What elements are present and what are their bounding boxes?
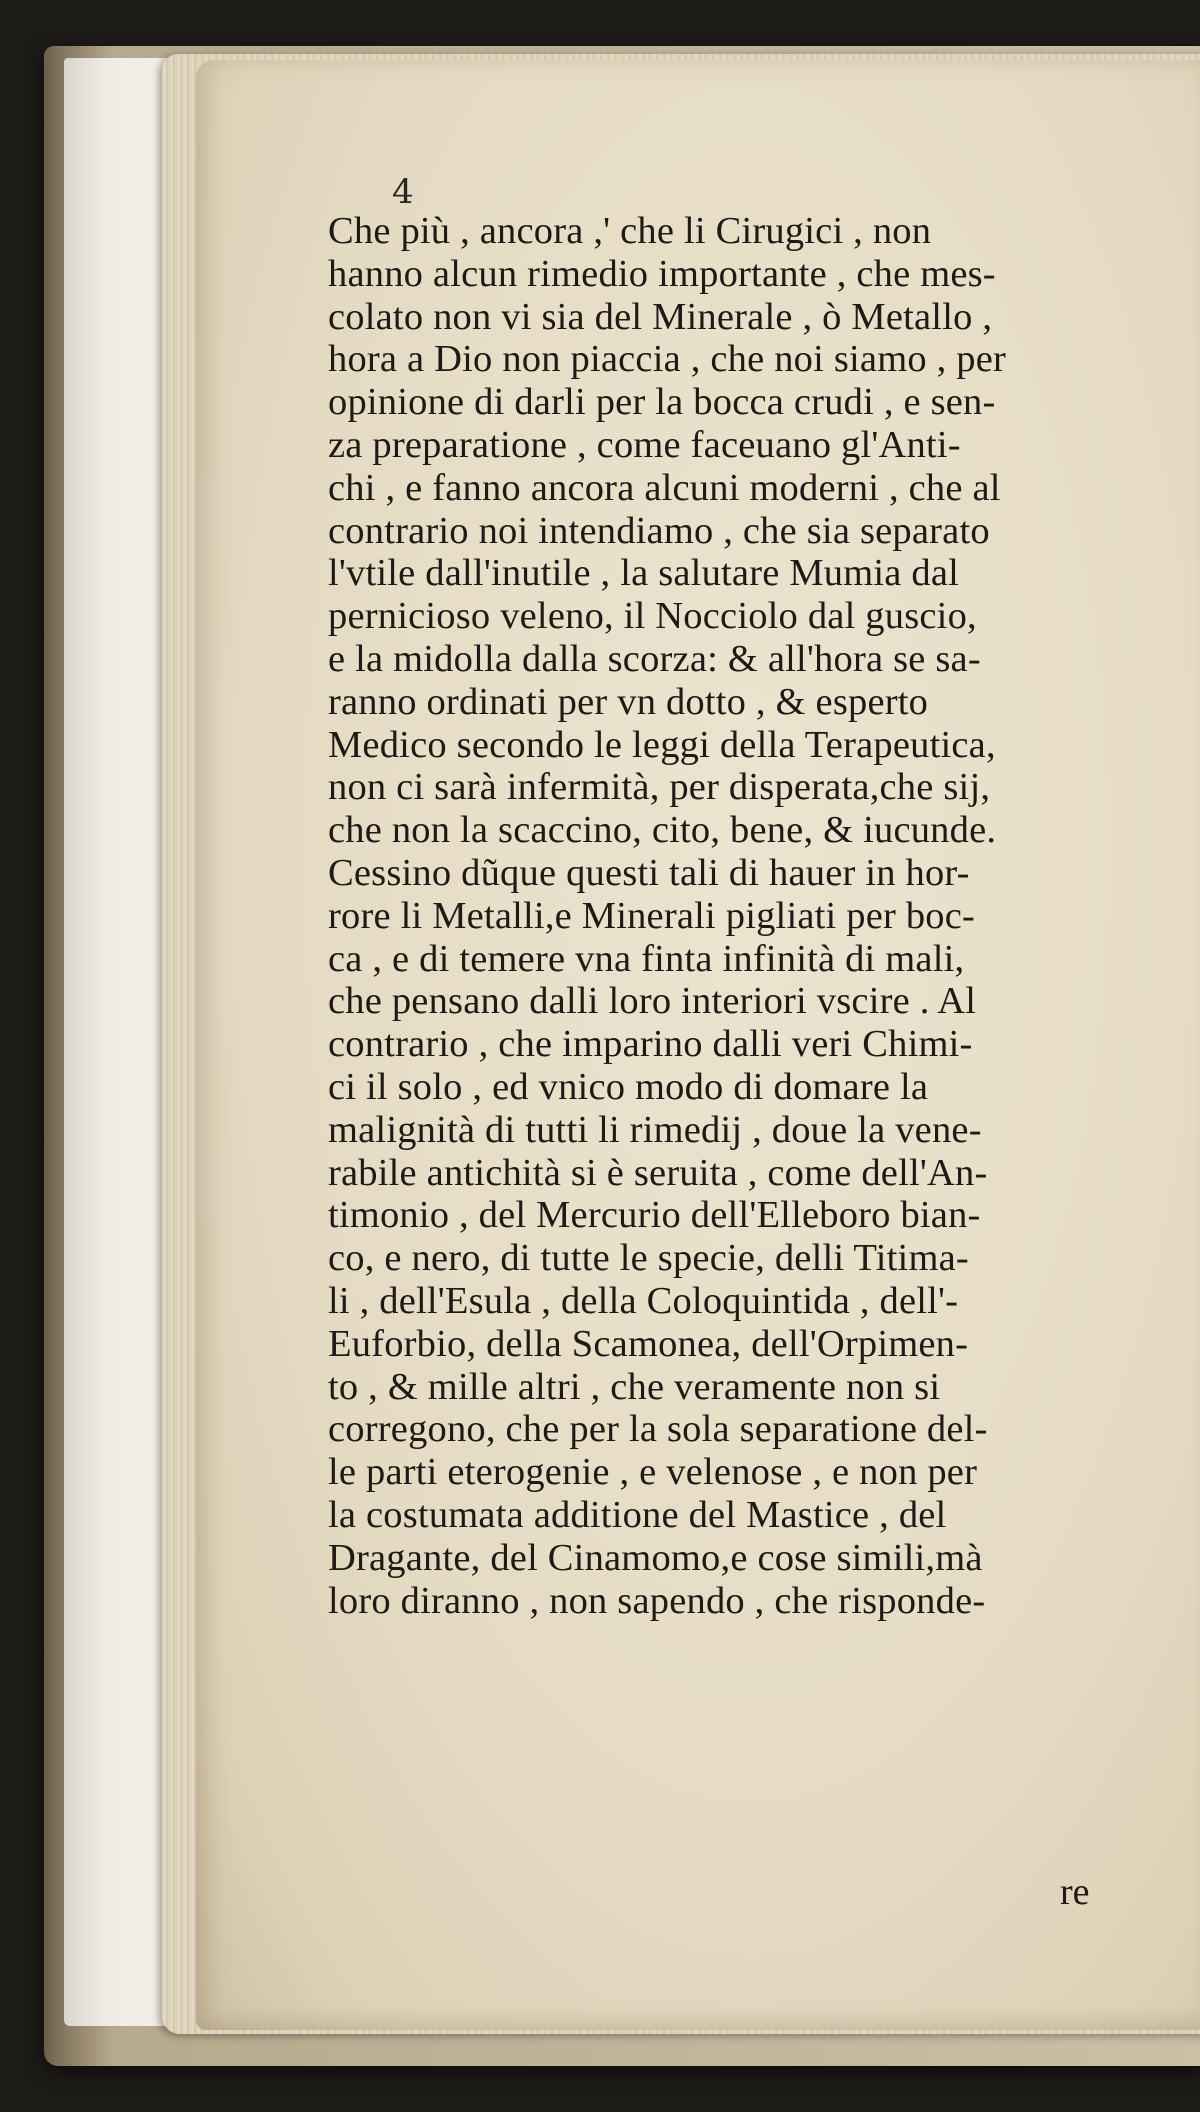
page-number: 4 <box>392 172 414 212</box>
text-line: che pensano dalli loro interiori vscire . Al <box>328 980 977 1023</box>
text-line: loro diranno , non sapendo , che risponde- <box>328 1579 986 1622</box>
text-line: ca , e di temere vna finta infinità di mali, <box>328 937 965 980</box>
text-line: contrario noi intendiamo , che sia separato <box>328 509 990 552</box>
text-line: hora a Dio non piaccia , che noi siamo , per <box>328 338 1007 381</box>
text-line: la costumata additione del Mastice , del <box>328 1493 947 1536</box>
text-line: co, e nero, di tutte le specie, delli Titima- <box>328 1237 969 1280</box>
text-line: chi , e fanno ancora alcuni moderni , che al <box>328 466 1001 509</box>
text-line: li , dell'Esula , della Coloquintida , dell'- <box>328 1279 959 1322</box>
text-line: colato non vi sia del Minerale , ò Metallo , <box>328 295 993 338</box>
text-line: rore li Metalli,e Minerali pigliati per boc- <box>328 894 976 937</box>
text-line: ranno ordinati per vn dotto , & esperto <box>328 680 929 723</box>
text-line: to , & mille altri , che veramente non si <box>328 1365 941 1408</box>
text-line: timonio , del Mercurio dell'Elleboro bian- <box>328 1194 981 1237</box>
text-line: Medico secondo le leggi della Terapeutica, <box>328 723 996 766</box>
text-line: e la midolla dalla scorza: & all'hora se sa- <box>328 637 981 680</box>
text-line: l'vtile dall'inutile , la salutare Mumia dal <box>328 552 960 595</box>
text-line: malignità di tutti li rimedij , doue la vene- <box>328 1108 982 1151</box>
text-line: Che più , ancora ,' che li Cirugici , non <box>328 210 932 252</box>
catchword: re <box>1060 1871 1090 1913</box>
text-line: Dragante, del Cinamomo,e cose simili,mà <box>328 1536 983 1579</box>
text-line: Euforbio, della Scamonea, dell'Orpimen- <box>328 1322 969 1365</box>
text-line: hanno alcun rimedio importante , che mes- <box>328 252 996 295</box>
text-line: che non la scaccino, cito, bene, & iucunde. <box>328 809 997 852</box>
text-line: opinione di darli per la bocca crudi , e sen- <box>328 381 996 424</box>
text-line: non ci sarà infermità, per disperata,che sij, <box>328 766 991 809</box>
text-line: rabile antichità si è seruita , come dell'An- <box>328 1151 988 1194</box>
page-text <box>328 210 1192 1622</box>
text-line: le parti eterogenie , e velenose , e non per <box>328 1451 978 1494</box>
text-line: za preparatione , come faceuano gl'Anti- <box>328 423 961 466</box>
text-line: ci il solo , ed vnico modo di domare la <box>328 1065 929 1108</box>
text-line: Cessino dũque questi tali di hauer in hor- <box>328 851 970 894</box>
text-line: contrario , che imparino dalli veri Chimi- <box>328 1023 973 1066</box>
text-line: corregono, che per la sola separatione del- <box>328 1408 988 1451</box>
text-line: pernicioso veleno, il Nocciolo dal guscio, <box>328 595 977 638</box>
